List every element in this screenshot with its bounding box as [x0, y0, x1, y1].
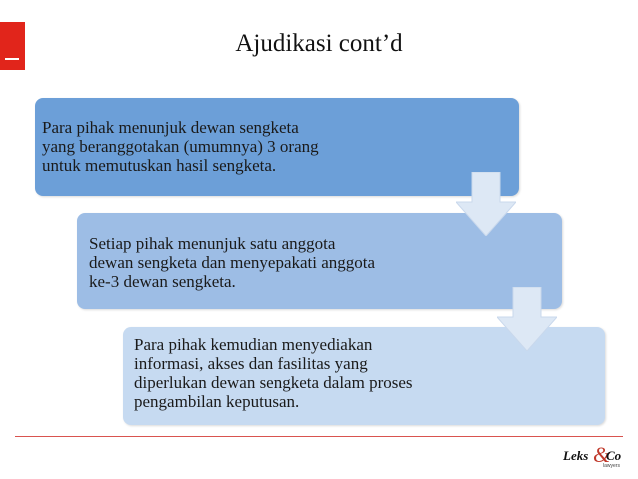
leks-co-logo	[563, 444, 623, 470]
step-text-line: Para pihak kemudian menyediakan	[134, 335, 373, 354]
down-arrow-icon	[456, 172, 516, 236]
step-text-line: untuk memutuskan hasil sengketa.	[42, 156, 277, 175]
step-text-line: diperlukan dewan sengketa dalam proses	[134, 373, 413, 392]
process-step-1	[35, 98, 519, 196]
down-arrow-icon	[497, 287, 557, 351]
step-text-line: informasi, akses dan fasilitas yang	[134, 354, 368, 373]
logo-ampersand: &	[593, 442, 611, 467]
step-text-line: dewan sengketa dan menyepakati anggota	[89, 253, 376, 272]
slide-title: Ajudikasi cont’d	[235, 30, 403, 57]
logo-text-left: Leks	[563, 448, 589, 463]
logo-text-right: Co	[606, 448, 622, 463]
step-text-line: yang beranggotakan (umumnya) 3 orang	[42, 137, 319, 156]
step-text-line: Para pihak menunjuk dewan sengketa	[42, 118, 299, 137]
step-text-line: pengambilan keputusan.	[134, 392, 300, 411]
accent-dash	[5, 58, 19, 60]
step-text-line: Setiap pihak menunjuk satu anggota	[89, 234, 336, 253]
logo-subtitle: lawyers	[603, 463, 620, 469]
footer-divider	[15, 436, 623, 437]
step-text-line: ke-3 dewan sengketa.	[89, 272, 236, 291]
